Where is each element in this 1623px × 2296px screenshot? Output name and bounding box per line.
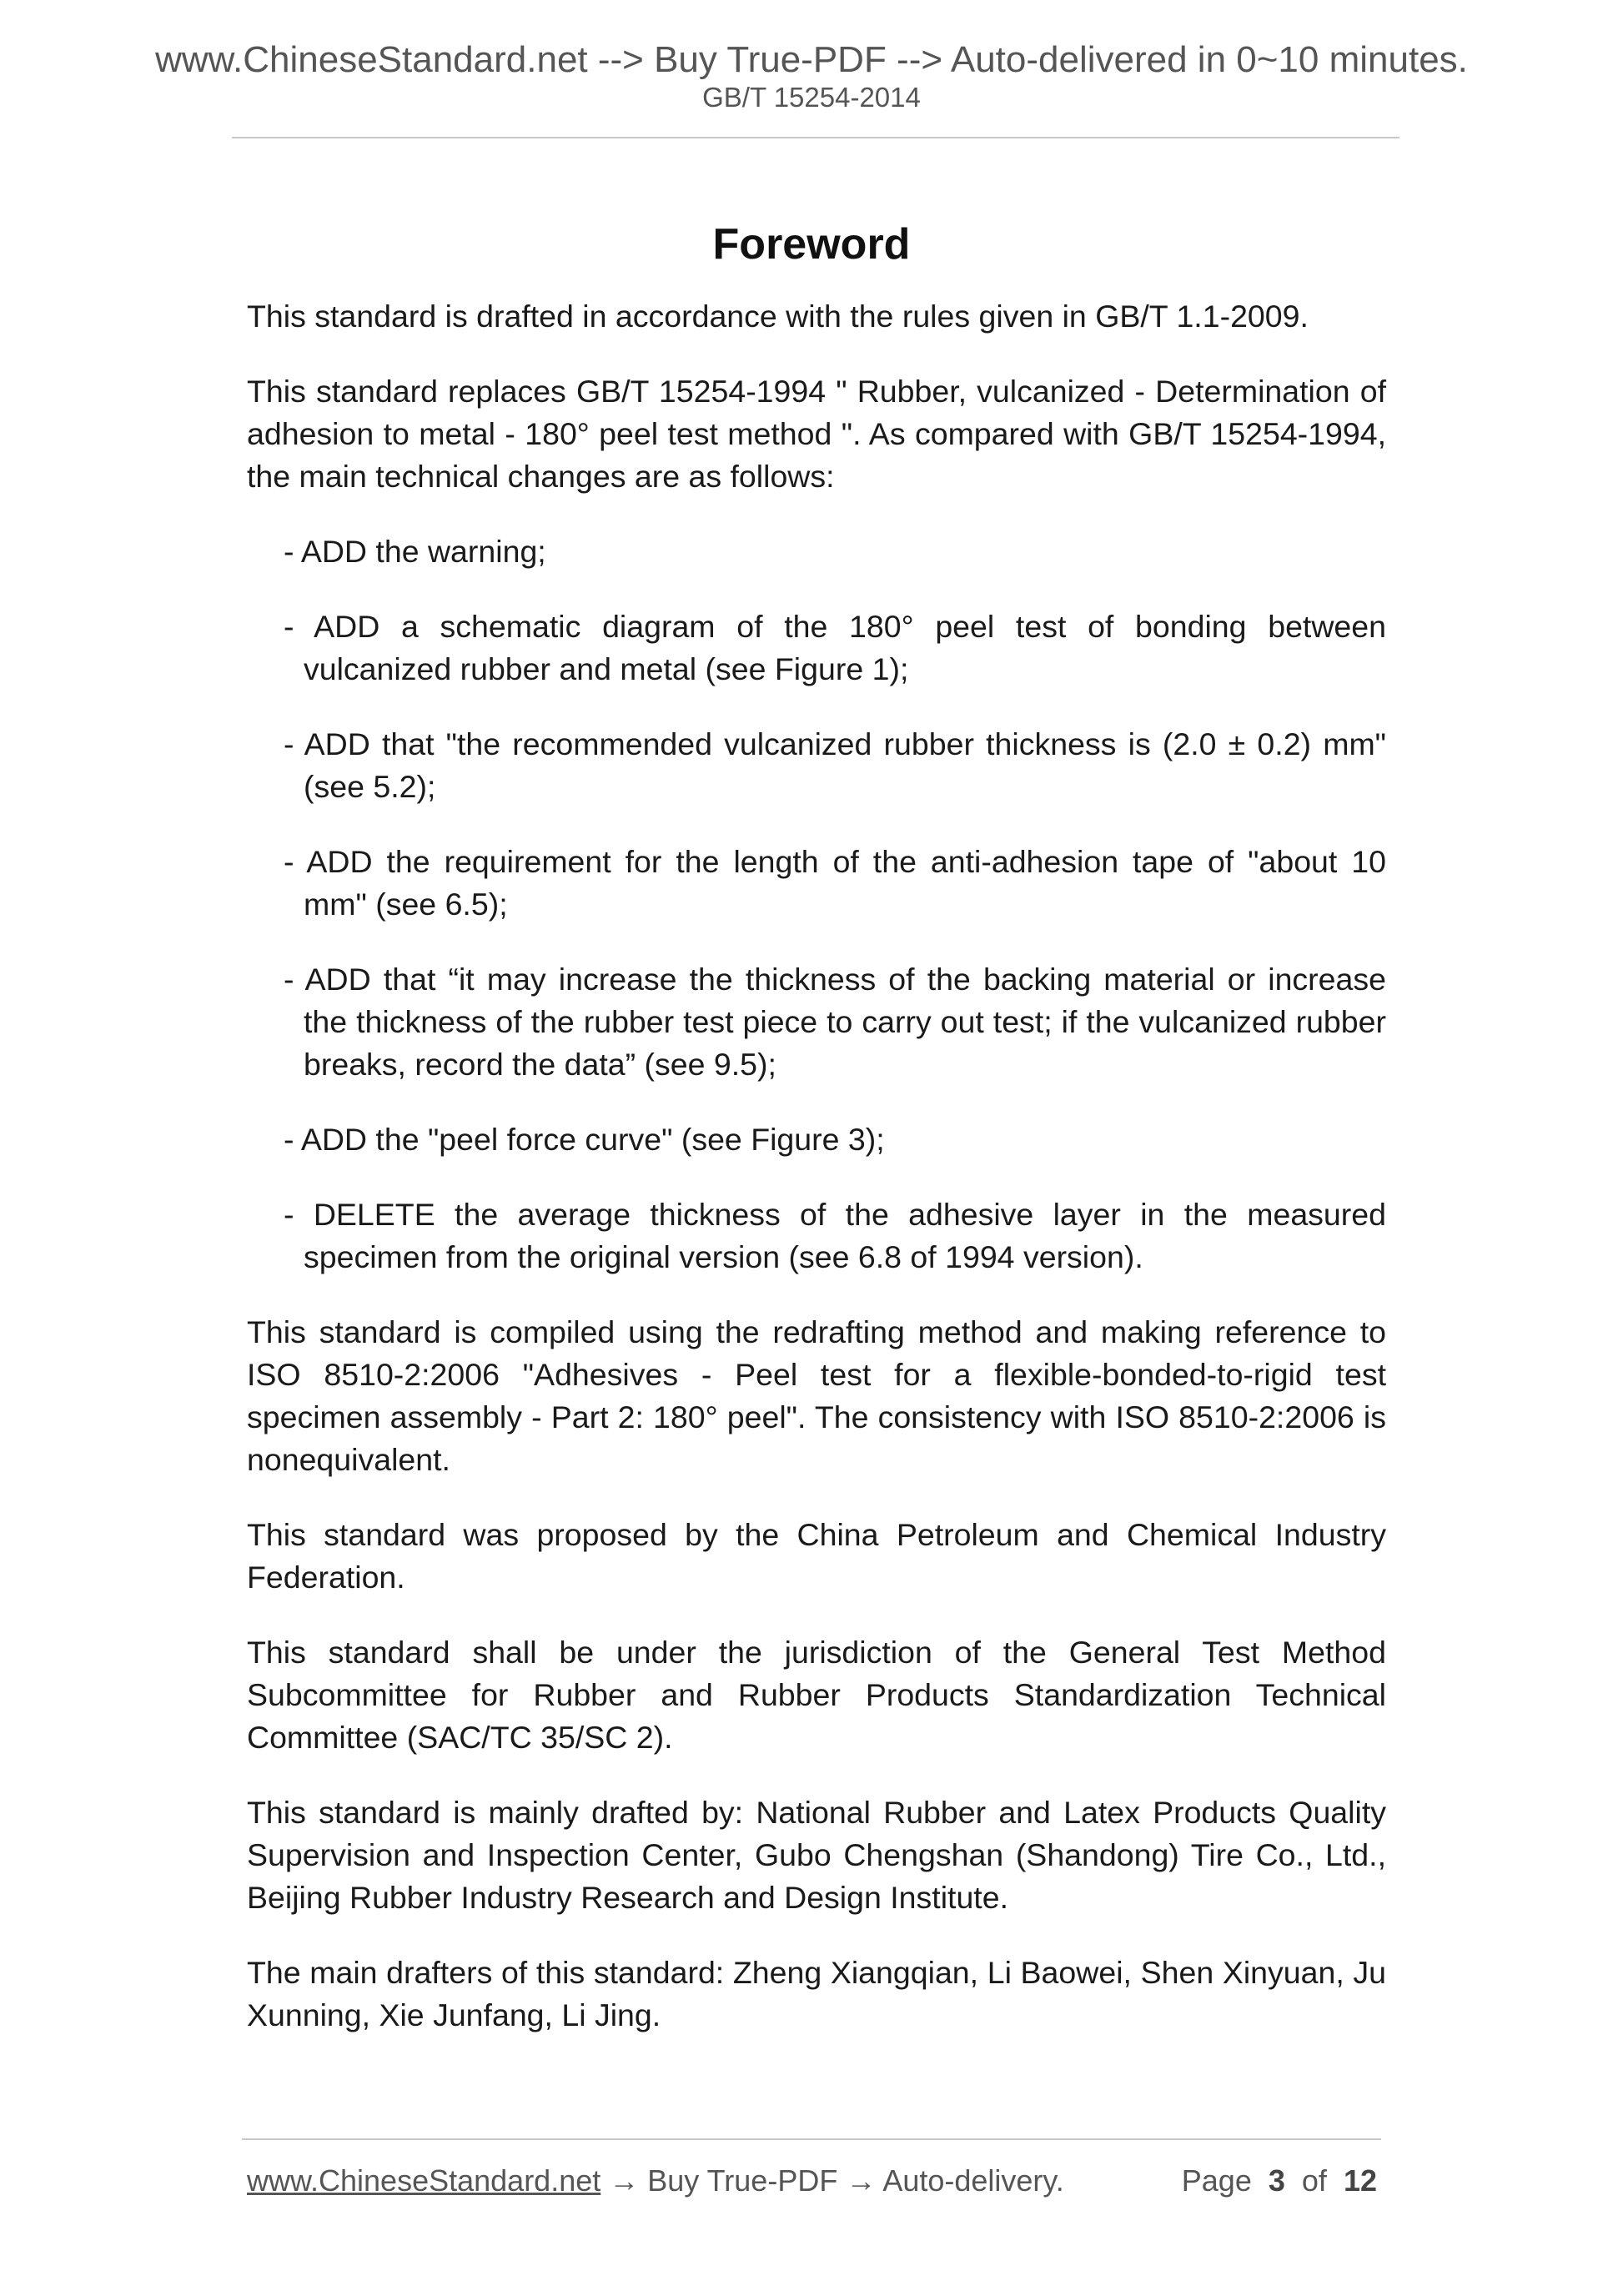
change-item: - ADD the requirement for the length of the anti-adhesion tape of "about 10 mm" (see 6.5); (284, 844, 1386, 922)
change-item: - ADD a schematic diagram of the 180° peel test of bonding between vulcanized rubber and metal (see Figure 1); (284, 609, 1386, 686)
change-item: - DELETE the average thickness of the adhesive layer in the measured specimen from the original version (see 6.8 of 1994 version). (284, 1197, 1386, 1274)
intro-paragraph: This standard replaces GB/T 15254-1994 " Rubber, vulcanized - Determination of adhesion to metal - 180° peel test method ". As compared with GB/T 15254-1994, the main technical changes are as follows: (247, 374, 1386, 494)
body-paragraph: This standard was proposed by the China Petroleum and Chemical Industry Federation. (247, 1517, 1386, 1595)
change-item: - ADD the warning; (284, 534, 546, 569)
body-paragraph: This standard is compiled using the redrafting method and making reference to ISO 8510-2:2006 "Adhesives - Peel test for a flexible-bonded-to-rigid test specimen assembly - Part 2: 180° peel". The consistency with ISO 8510-2:2006 is nonequivalent. (247, 1314, 1386, 1477)
body-paragraph: This standard is mainly drafted by: National Rubber and Latex Products Quality Supervision and Inspection Center, Gubo Chengshan (Shandong) Tire Co., Ltd., Beijing Rubber Industry Research and Design Institute. (247, 1795, 1386, 1915)
change-item: - ADD that “it may increase the thickness of the backing material or increase the thickness of the rubber test piece to carry out test; if the vulcanized rubber breaks, record the data” (see 9.5); (284, 962, 1386, 1082)
body-paragraph: The main drafters of this standard: Zheng Xiangqian, Li Baowei, Shen Xinyuan, Ju Xunning, Xie Junfang, Li Jing. (247, 1955, 1386, 2032)
page-indicator (1182, 2163, 1377, 2199)
intro-paragraph: This standard is drafted in accordance with the rules given in GB/T 1.1-2009. (247, 299, 1309, 334)
site-banner: www.ChineseStandard.net --> Buy True-PDF --> Auto-delivered in 0~10 minutes. (155, 39, 1468, 80)
standard-code: GB/T 15254-2014 (702, 82, 921, 113)
header-divider (232, 137, 1399, 138)
page-total: 12 (1343, 2163, 1377, 2198)
page-footer (247, 2163, 1377, 2199)
footer-divider (242, 2138, 1381, 2140)
page-of: of (1301, 2163, 1327, 2198)
change-item: - ADD the "peel force curve" (see Figure 3); (284, 1122, 885, 1157)
footer-tail-text: → Buy True-PDF → Auto-delivery. (600, 2163, 1064, 2198)
footer-site-link[interactable]: www.ChineseStandard.net (247, 2163, 601, 2198)
page-label: Page (1181, 2163, 1252, 2198)
change-item: - ADD that "the recommended vulcanized rubber thickness is (2.0 ± 0.2) mm" (see 5.2); (284, 726, 1386, 804)
body-paragraph: This standard shall be under the jurisdiction of the General Test Method Subcommittee for Rubber and Rubber Products Standardization Technical Committee (SAC/TC 35/SC 2). (247, 1635, 1386, 1755)
page-current: 3 (1268, 2163, 1285, 2198)
footer-left (247, 2163, 1064, 2199)
page-title: Foreword (712, 219, 911, 269)
foreword-body (247, 295, 1386, 2069)
